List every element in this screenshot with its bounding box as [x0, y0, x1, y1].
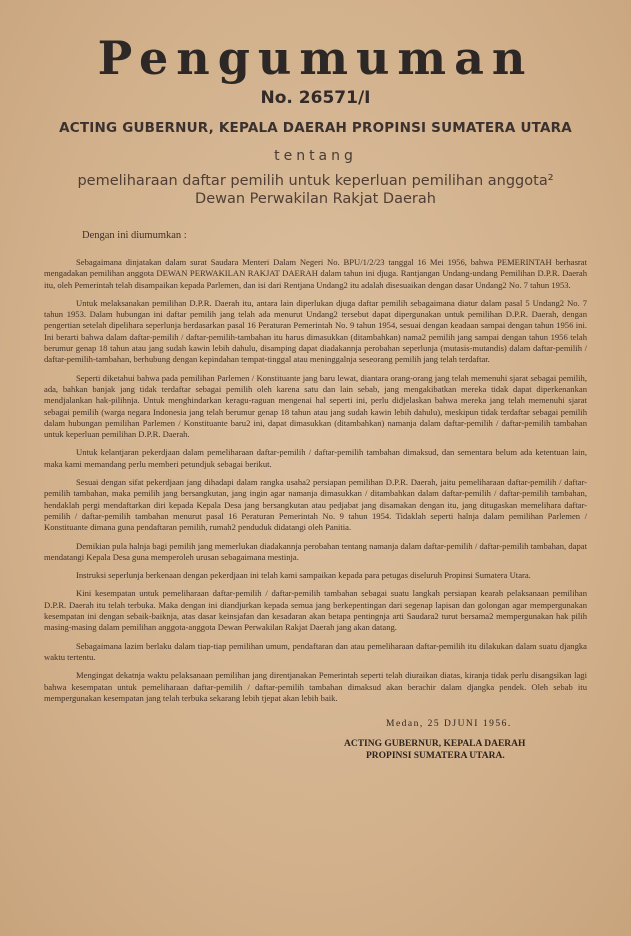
subject-line-2: Dewan Perwakilan Rakjat Daerah	[195, 191, 436, 207]
body-paragraph: Seperti diketahui bahwa pada pemilihan Parlemen / Konstituante jang baru lewat, diantara orang-orang jang telah memenuhi sjarat sebagai pemilih, ada, bahkan banjak jang tidak terdaftar sebagai pemilih oleh karena satu dan lain sebab, jang mengakibatkan mereka tidak dapat diperkenankan mendjalankan hak-pilihnja. Untuk menghindarkan keragu-raguan mengenai hal seperti ini, perlu didjelaskan bahwa mereka jang telah memenuhi sjarat sebagai pemilih (warga negara Indonesia jang telah berumur genap 18 tahun atau jang sudah kawin lebih dahulu), meskipun tidak terdaftar sebagai pemilih dalam hubungan pemilihan Parlemen / Konstituante baru2 ini, dapat dimasukkan (ditambahkan) namanja dalam daftar-pemilih / daftar-pemilih tambahan untuk keperluan pemilihan D.P.R. Daerah.	[44, 372, 587, 440]
body-paragraph: Instruksi seperlunja berkenaan dengan pekerdjaan ini telah kami sampaikan kepada para petugas diseluruh Propinsi Sumatera Utara.	[76, 570, 531, 581]
body-paragraph: Untuk kelantjaran pekerdjaan dalam pemeliharaan daftar-pemilih / daftar-pemilih tambahan dimaksud, dan sementara belum ada ketentuan lain, maka kami memandang perlu memberi petundjuk sebagai berikut.	[44, 447, 587, 469]
document-title: Pengumuman	[97, 31, 534, 85]
body-paragraph: Kini kesempatan untuk pemeliharaan daftar-pemilih / daftar-pemilih tambahan sebagai suatu langkah persiapan kearah pelaksanaan pemilihan D.P.R. Daerah itu telah terbuka. Maka dengan ini diandjurkan kepada semua jang berkepentingan dari segenap lapisan dan golongan agar mempergunakan kesempatan ini dengan sebaik-baiknja, atas dasar keinsjafan dan kesadaran akan betapa pentingnja arti Saudara2 turut bersama2 mempergunakan hak pilih masing-masing dalam pemilihan anggota-anggota Dewan Perwakilan Rakjat Daerah jang akan datang.	[44, 588, 587, 633]
body-paragraph: Untuk melaksanakan pemilihan D.P.R. Daerah itu, antara lain diperlukan djuga daftar pemilih sebagaimana diatur dalam pasal 5 Undang2 No. 7 tahun 1953. Dalam hubungan ini daftar pemilih jang telah ada menurut Undang2 tersebut dapat dipergunakan untuk pemilihan D.P.R. Daerah, dengan pengertian setelah dipelihara seperlunja berdasarkan pasal 16 Peraturan Pemerintah No. 9 tahun 1954, sesuai dengan keadaan sampai dengan tahun 1956 ini. Ini berarti bahwa dalam daftar-pemilih / daftar-pemilih-tambahan itu harus dimasukkan (ditambahkan) nama2 pemilih jang sampai dengan tahun 1956 telah berumur genap 18 tahun atau jang sudah kawin lebih dahulu, disamping dapat diadakannja perobahan seperlunja (mutasis-mutandis) dalam daftar-pemilih / daftar-pemilih-tambahan, berhubung dengan kepindahan tempat-tinggal atau meninggalnja seseorang pemilih jang telah terdaftar.	[44, 297, 587, 365]
subject-heading	[44, 172, 587, 208]
signature-block	[344, 718, 587, 762]
document-number: No. 26571/I	[260, 88, 371, 108]
body-paragraph: Sesuai dengan sifat pekerdjaan jang dihadapi dalam rangka usaha2 persiapan pemilihan D.P.R. Daerah, jaitu pemeliharaan daftar-pemilih / daftar-pemilih tambahan, maka pemilih jang bersangkutan, jang ingin agar namanja dimasukkan / ditambahkan dalam daftar-pemilih / daftar-pemilih tambahan, hendaklah pergi mendaftarkan diri kepada Kepala Desa jang bersangkutan atau pedjabat jang disamakan dengan itu, jang ditugaskan memelihara daftar-pemilih / daftar-pemilih tambahan menurut pasal 16 Peraturan Pemerintah No. 9 tahun 1954. Tidaklah seperti halnja dalam pemilihan Parlemen / Konstituante dimana guna pendaftaran pemilih, rumah2 penduduk didatangi oleh Panitia.	[44, 477, 587, 533]
body-paragraph: Sebagaimana dinjatakan dalam surat Saudara Menteri Dalam Negeri No. BPU/1/2/23 tanggal 16 Mei 1956, bahwa PEMERINTAH berhasrat mengadakan pemilihan anggota DEWAN PERWAKILAN RAKJAT DAERAH dalam tahun ini djuga. Rantjangan Undang-undang Pemilihan D.P.R. Daerah itu, oleh Pemerintah telah disampaikan kepada Parlemen, dan isi dari Rentjana Undang2 itu adalah disesuaikan dengan dasar Undang2 No. 7 tahun 1953.	[44, 257, 587, 290]
subject-line-1: pemeliharaan daftar pemilih untuk keperluan pemilihan anggota²	[77, 173, 554, 189]
signatory-title: ACTING GUBERNUR, KEPALA DAERAH	[344, 739, 526, 750]
body-paragraph: Demikian pula halnja bagi pemilih jang memerlukan diadakannja perobahan tentang namanja dalam daftar-pemilih / daftar-pemilih tambahan, dapat mendatangi Kepala Desa guna memperoleh urusan sebagaimana mestinja.	[44, 540, 587, 562]
issuing-authority: ACTING GUBERNUR, KEPALA DAERAH PROPINSI SUMATERA UTARA	[59, 120, 572, 136]
body-paragraph: Sebagaimana lazim berlaku dalam tiap-tiap pemilihan umum, pendaftaran dan atau pemeliharaan daftar-pemilih itu dilakukan dalam suatu djangka waktu tertentu.	[44, 640, 587, 662]
place-date: Medan, 25 DJUNI 1956.	[386, 719, 512, 730]
announcement-body	[44, 257, 587, 704]
opening-statement: Dengan ini diumumkan :	[82, 230, 187, 241]
signatory-province: PROPINSI SUMATERA UTARA.	[366, 751, 505, 762]
about-word: tentang	[274, 148, 357, 164]
body-paragraph: Mengingat dekatnja waktu pelaksanaan pemilihan jang direntjanakan Pemerintah seperti telah diuraikan diatas, kiranja tidak perlu disangsikan lagi bahwa kesempatan untuk pemeliharaan daftar-pemilih / daftar-pemilih tambahan dimaksud akan berachir dalam djangka pendek. Oleh sebab itu mempergunakan kesempatan jang telah terbuka sekarang lebih tjepat akan lebih baik.	[44, 670, 587, 703]
